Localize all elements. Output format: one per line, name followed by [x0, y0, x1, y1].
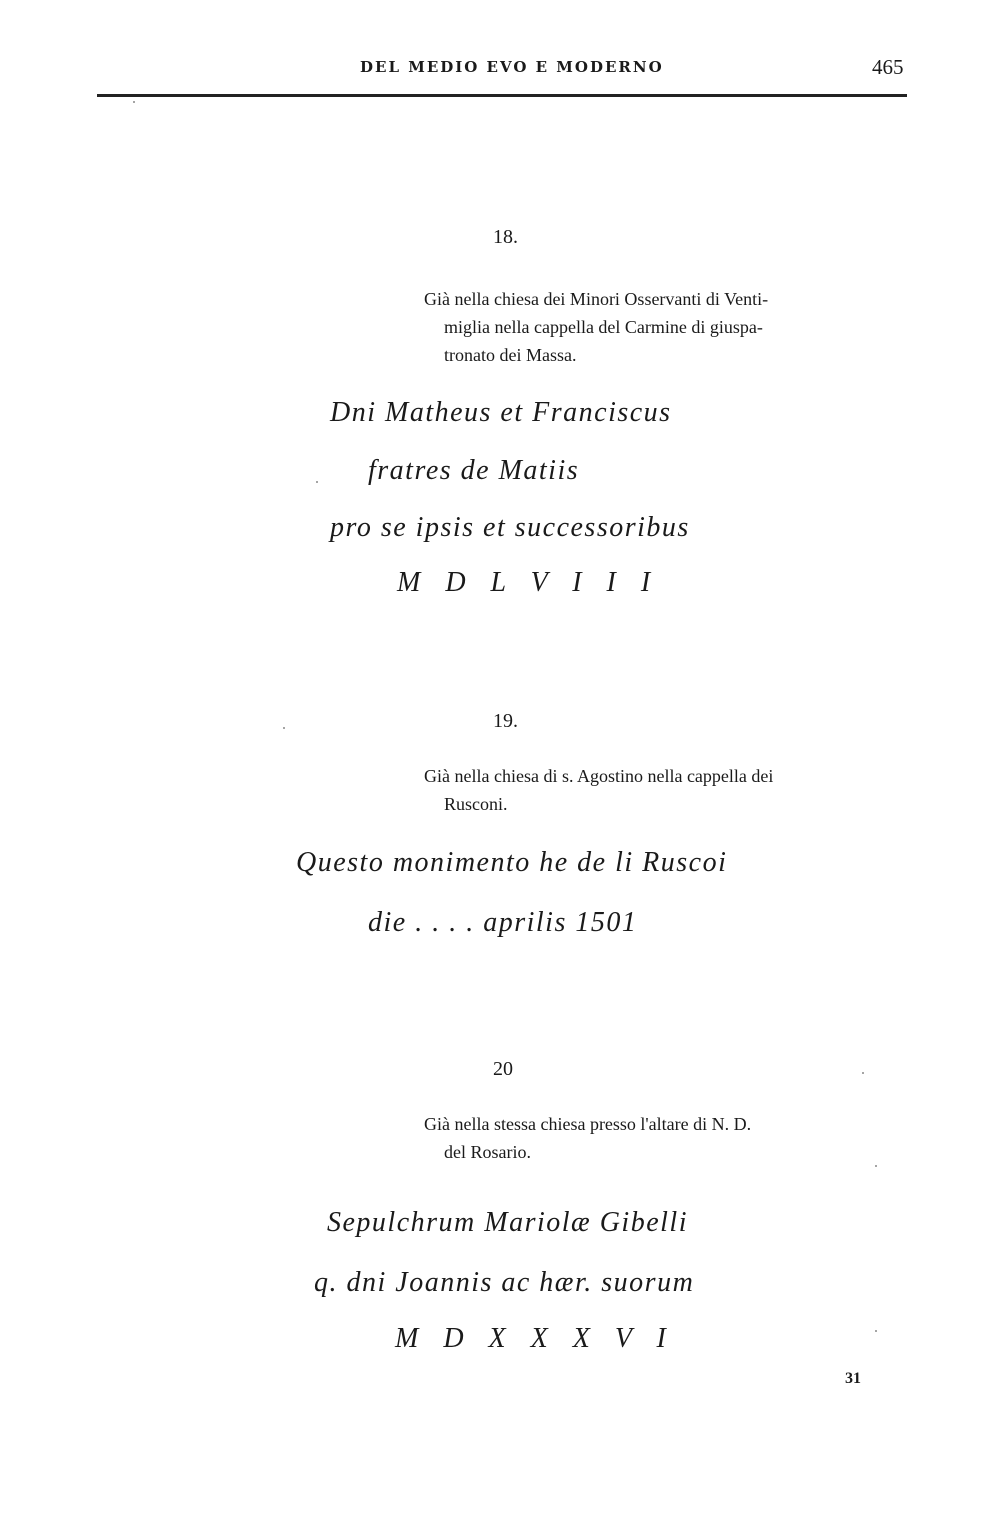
header-rule: [97, 94, 907, 97]
print-speck: [875, 1330, 877, 1332]
note-line: tronato dei Massa.: [444, 345, 577, 365]
print-speck: [316, 481, 318, 483]
print-speck: [283, 727, 285, 729]
inscription-line: pro se ipsis et successoribus: [330, 512, 690, 543]
inscription-line: Sepulchrum Mariolæ Gibelli: [327, 1207, 688, 1238]
note-line: Già nella chiesa di s. Agostino nella cappella dei: [424, 766, 774, 786]
print-speck: [862, 1072, 864, 1074]
entry-number-20: 20: [493, 1058, 513, 1080]
inscription-line: q. dni Joannis ac hær. suorum: [314, 1267, 695, 1298]
inscription-date: M D L V I I I: [397, 567, 660, 598]
inscription-line: fratres de Matiis: [368, 455, 580, 486]
note-line: Già nella stessa chiesa presso l'altare di N. D.: [424, 1114, 752, 1134]
signature-mark: 31: [845, 1370, 861, 1387]
note-line: Rusconi.: [444, 794, 508, 814]
inscription-line: Dni Matheus et Franciscus: [330, 397, 672, 428]
inscription-date: M D X X X V I: [395, 1323, 675, 1354]
page-number: 465: [872, 55, 904, 79]
print-speck: [875, 1165, 877, 1167]
running-title: DEL MEDIO EVO E MODERNO: [360, 58, 664, 76]
note-line: miglia nella cappella del Carmine di giuspa-: [444, 317, 763, 337]
note-line: Già nella chiesa dei Minori Osservanti di Venti-: [424, 289, 769, 309]
entry-number-19: 19.: [493, 710, 518, 732]
entry-note-18: [424, 285, 910, 369]
inscription-line: die . . . . aprilis 1501: [368, 907, 638, 938]
entry-number-18: 18.: [493, 226, 518, 248]
inscription-line: Questo monimento he de li Ruscoi: [296, 847, 728, 878]
entry-note-19: [424, 762, 910, 818]
note-line: del Rosario.: [444, 1142, 531, 1162]
entry-note-20: [424, 1110, 914, 1166]
print-speck: [133, 101, 135, 103]
